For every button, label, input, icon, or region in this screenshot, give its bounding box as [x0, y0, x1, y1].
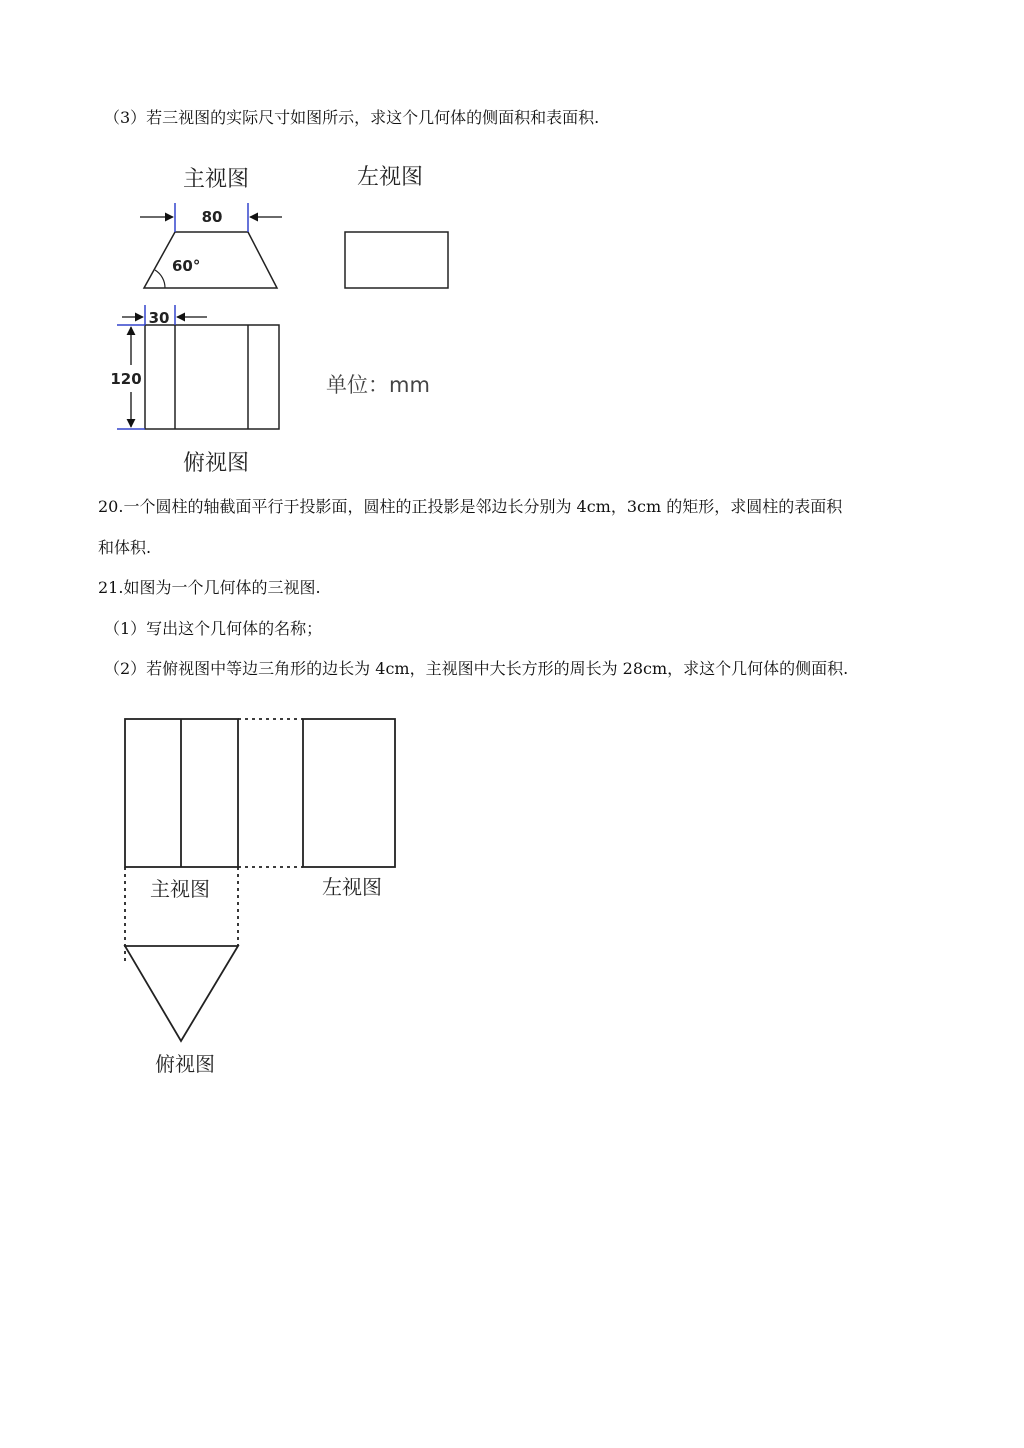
front-view-rectangle [125, 719, 238, 867]
left-view-label: 左视图 [356, 165, 424, 190]
angle-label: 60° [172, 257, 201, 275]
question-20-line-2: 和体积. [98, 538, 152, 557]
question-21: 21.如图为一个几何体的三视图. [98, 578, 321, 597]
question-20-line-1: 20.一个圆柱的轴截面平行于投影面，圆柱的正投影是邻边长分别为 4cm，3cm 的矩形，求圆柱的表面积 [98, 497, 843, 516]
question-19-part-3: （3）若三视图的实际尺寸如图所示，求这个几何体的侧面积和表面积. [104, 108, 600, 127]
left-view-rectangle [303, 719, 395, 867]
dimension-offset: 30 [148, 309, 170, 327]
front-view-label-2: 主视图 [150, 877, 210, 901]
left-view-label-2: 左视图 [322, 875, 382, 899]
dimension-height: 120 [110, 370, 142, 388]
front-view-trapezoid [144, 232, 277, 288]
question-21-part-1: （1）写出这个几何体的名称； [104, 619, 323, 638]
top-view-rectangle [145, 325, 279, 429]
top-view-label: 俯视图 [182, 451, 250, 476]
question-21-part-2: （2）若俯视图中等边三角形的边长为 4cm，主视图中大长方形的周长为 28cm，求这个几何体的侧面积. [104, 659, 849, 678]
dimension-top-width: 80 [201, 208, 223, 226]
unit-label: 单位：mm [326, 373, 430, 397]
top-view-triangle [125, 946, 238, 1041]
front-view-label: 主视图 [182, 167, 250, 192]
top-view-label-2: 俯视图 [155, 1052, 215, 1076]
left-view-rectangle [345, 232, 448, 288]
